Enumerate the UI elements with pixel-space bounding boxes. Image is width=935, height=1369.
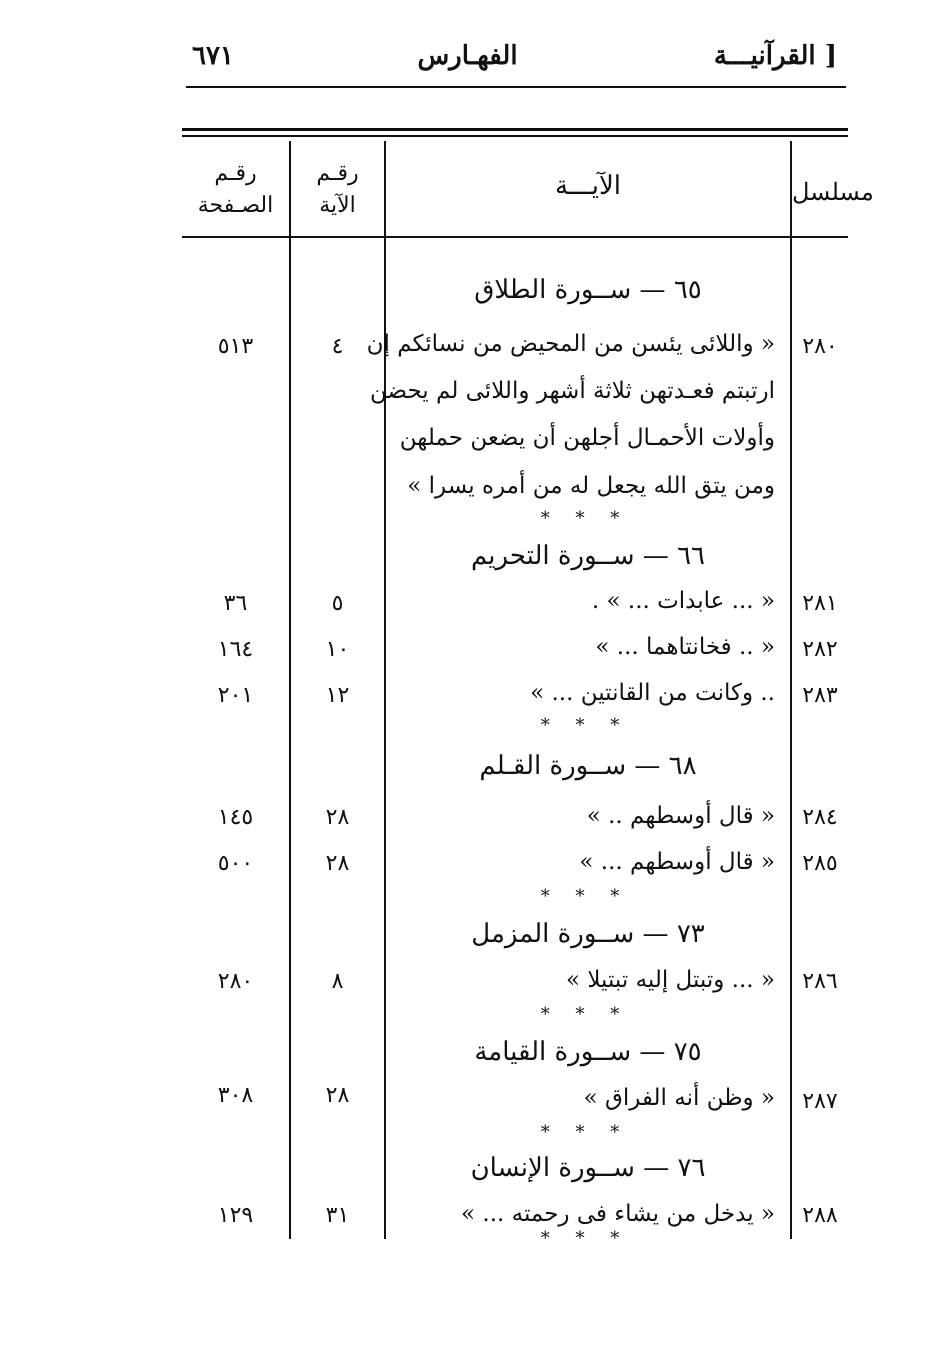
running-title: القرآنيـــة ]	[713, 41, 837, 71]
header-rule	[186, 86, 846, 88]
verse-text: « واللائى يئسن من المحيض من نسائكم إن	[366, 331, 775, 357]
column-header-ayah-line1: رقـم	[316, 161, 359, 186]
page-number-cell: ٣٠٨	[217, 1083, 254, 1108]
section-separator: * * *	[540, 508, 630, 529]
serial-number: ٢٨٤	[802, 805, 838, 830]
ayah-number: ٥	[331, 591, 344, 616]
page-number-cell: ٥٠٠	[217, 851, 254, 876]
serial-number: ٢٨٧	[802, 1089, 838, 1114]
page-title: الفهـارس	[417, 41, 518, 71]
column-header-ayah-line2: الآية	[319, 193, 356, 218]
ayah-number: ٢٨	[325, 851, 350, 876]
serial-number: ٢٨٣	[802, 683, 838, 708]
ayah-number: ٢٨	[325, 805, 350, 830]
verse-text: وأولات الأحمـال أجلهن أن يضعن حملهن	[399, 425, 775, 451]
section-separator: * * *	[540, 1004, 630, 1025]
serial-number: ٢٨٢	[802, 637, 838, 662]
surah-heading: ٧٦ — ســورة الإنسان	[470, 1153, 706, 1183]
verse-text: « وظن أنه الفراق »	[583, 1085, 775, 1111]
serial-number: ٢٨٥	[802, 851, 838, 876]
serial-number: ٢٨١	[802, 591, 838, 616]
column-header-page-line2: الصـفحة	[197, 193, 274, 218]
section-separator: * * *	[540, 1122, 630, 1143]
serial-number: ٢٨٠	[802, 334, 838, 359]
verse-text: « .. فخانتاهما ... »	[595, 634, 775, 660]
verse-text: « قال أوسطهم ... »	[579, 849, 775, 875]
surah-heading: ٦٥ — ســورة الطلاق	[474, 275, 702, 305]
page-number-cell: ١٤٥	[217, 805, 254, 830]
ayah-number: ٤	[331, 334, 344, 359]
ayah-number: ٣١	[325, 1203, 350, 1228]
column-header-ayah-number	[291, 158, 384, 222]
surah-heading: ٦٨ — ســورة القـلم	[479, 751, 697, 781]
ayah-number: ١٠	[325, 637, 350, 662]
verse-text: ارتبتم فعـدتهن ثلاثة أشهر واللائى لم يحضن	[370, 378, 775, 404]
surah-heading: ٧٥ — ســورة القيامة	[474, 1037, 702, 1067]
page-number-cell: ١٦٤	[217, 637, 254, 662]
page-number-cell: ١٢٩	[217, 1203, 254, 1228]
page-number-cell: ٥١٣	[217, 334, 254, 359]
ayah-number: ٨	[331, 969, 344, 994]
verse-text: ومن يتق الله يجعل له من أمره يسرا »	[407, 473, 775, 499]
table-top-rule	[182, 128, 848, 131]
page-number: ٦٧١	[192, 41, 234, 71]
surah-heading: ٧٣ — ســورة المزمل	[471, 919, 705, 949]
ayah-number: ١٢	[325, 683, 350, 708]
verse-text: « يدخل من يشاء فى رحمته ... »	[461, 1201, 775, 1227]
column-header-serial: مسلسل	[792, 178, 874, 206]
surah-heading: ٦٦ — ســورة التحريم	[470, 541, 706, 571]
page-number-cell: ٢٠١	[217, 683, 254, 708]
verse-text: .. وكانت من القانتين ... »	[530, 680, 775, 706]
section-separator: * * *	[540, 1228, 630, 1249]
section-separator: * * *	[540, 886, 630, 907]
column-header-page-line1: رقـم	[214, 161, 257, 186]
ayah-number: ٢٨	[325, 1083, 350, 1108]
table-header-rule	[182, 236, 848, 238]
verse-text: « ... وتبتل إليه تبتيلا »	[565, 967, 775, 993]
verse-text: « قال أوسطهم .. »	[586, 803, 775, 829]
column-header-page-number	[182, 158, 289, 222]
section-separator: * * *	[540, 715, 630, 736]
page-number-cell: ٣٦	[223, 591, 248, 616]
table-top-rule-inner	[182, 135, 848, 137]
serial-number: ٢٨٨	[802, 1203, 838, 1228]
page-number-cell: ٢٨٠	[217, 969, 254, 994]
column-header-verse: الآيـــة	[554, 171, 622, 201]
serial-number: ٢٨٦	[802, 969, 838, 994]
verse-text: « ... عابدات ... » .	[591, 588, 775, 614]
